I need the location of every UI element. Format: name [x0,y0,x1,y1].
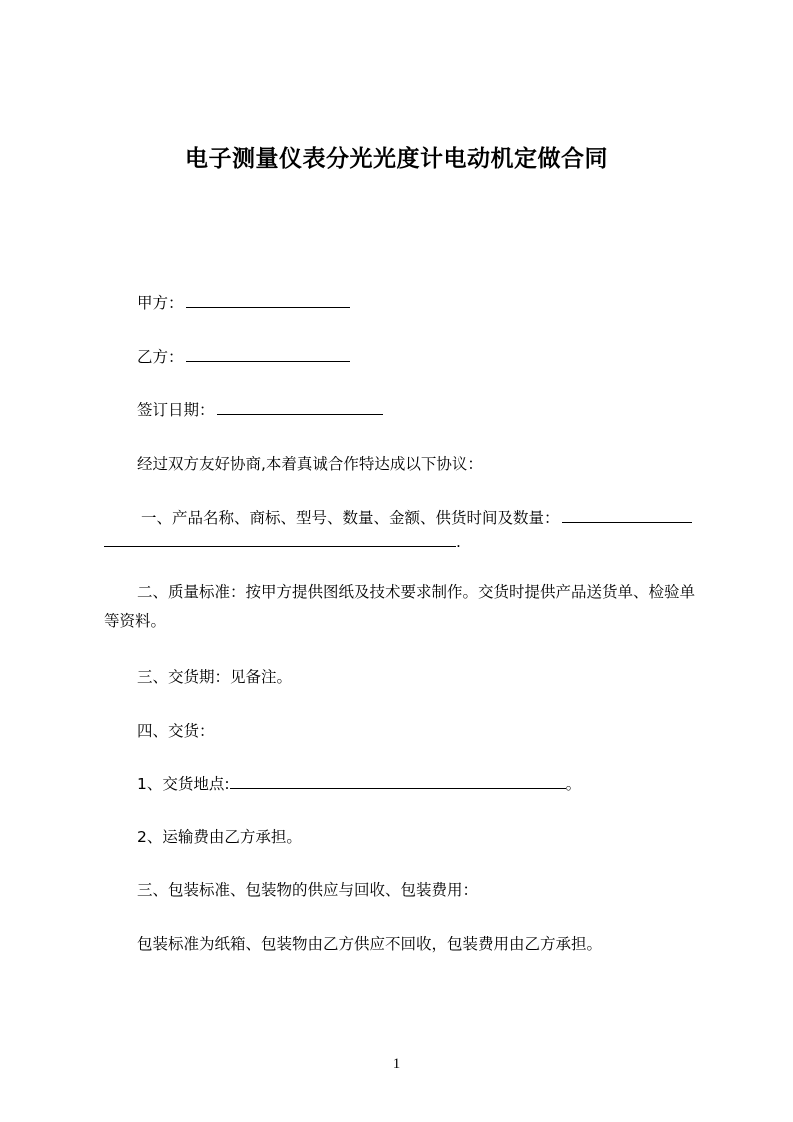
sign-date-line [137,398,383,420]
clause4-text: 四、交货： [137,722,215,740]
party-b-label: 乙方： [137,348,184,366]
clause1-blank-b[interactable] [104,531,456,547]
clause2-paragraph: 二、质量标准：按甲方提供图纸及技术要求制作。交货时提供产品送货单、检验单等资料。 [104,583,696,630]
packaging-clause: 三、包装标准、包装物的供应与回收、包装费用： [137,881,479,899]
packaging-detail: 包装标准为纸箱、包装物由乙方供应不回收，包装费用由乙方承担。 [137,935,603,953]
clause1-end: . [456,533,461,551]
clause1-blank-a[interactable] [562,507,692,523]
party-b-blank[interactable] [186,346,350,362]
clause1-label: 一、产品名称、商标、型号、数量、金额、供货时间及数量： [141,509,560,527]
clause3-text: 三、交货期：见备注。 [137,668,293,686]
clause1-continuation [104,531,461,551]
party-a-blank[interactable] [186,292,350,308]
sign-date-label: 签订日期： [137,401,215,419]
party-a-line [137,291,350,313]
clause1-line [141,506,692,528]
item1-line [137,772,581,794]
sign-date-blank[interactable] [217,399,383,415]
party-b-line [137,345,350,367]
item1-blank[interactable] [230,773,566,789]
intro-text: 经过双方友好协商,本着真诚合作特达成以下协议： [137,455,483,473]
item1-end: 。 [565,775,582,793]
page-title: 电子测量仪表分光光度计电动机定做合同 [185,146,608,172]
party-a-label: 甲方： [137,294,184,312]
item1-label: 1、交货地点: [137,775,230,793]
item2-text: 2、运输费由乙方承担。 [137,828,302,846]
page-number: 1 [392,1056,401,1072]
